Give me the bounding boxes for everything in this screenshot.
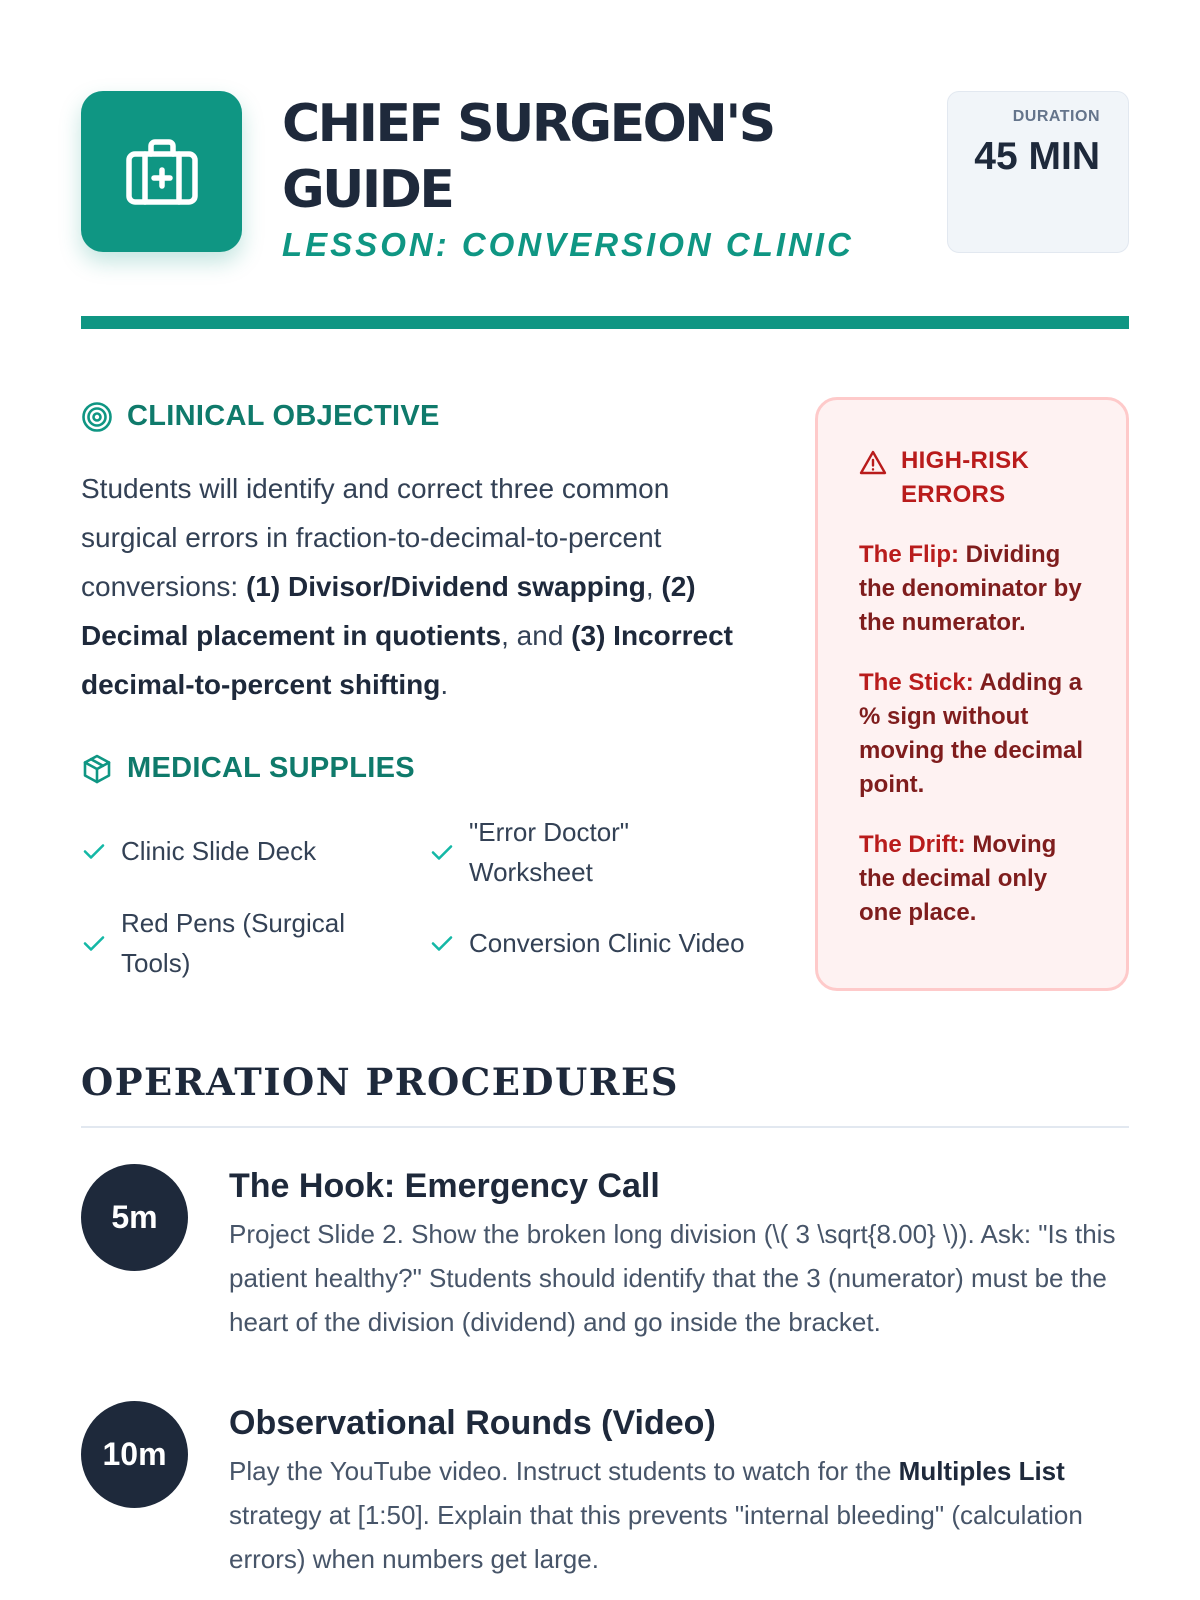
objective-item-3: (3) Incorrect decimal-to-percent shifting <box>81 620 733 700</box>
title-block <box>282 91 882 265</box>
risk-item <box>859 828 1086 930</box>
supply-item <box>429 812 649 892</box>
step-title: The Hook: Emergency Call <box>229 1167 660 1205</box>
step-time-badge: 10m <box>81 1401 188 1508</box>
warning-triangle-icon <box>859 449 887 477</box>
objective-separator-1: , <box>645 571 662 602</box>
header-divider <box>81 316 1129 329</box>
risk-item <box>859 666 1086 802</box>
risk-description: Moving the decimal only one place. <box>859 831 1057 926</box>
supply-item <box>81 831 401 871</box>
step-description <box>229 1449 1129 1581</box>
high-risk-errors-card <box>815 397 1129 991</box>
high-risk-errors-label: HIGH-RISK ERRORS <box>901 447 1030 508</box>
step-title: Observational Rounds (Video) <box>229 1404 716 1442</box>
package-icon <box>81 753 113 785</box>
target-icon <box>81 401 113 433</box>
supply-item <box>81 903 381 983</box>
duration-card <box>947 91 1129 253</box>
objective-separator-2: , and <box>501 620 572 651</box>
risk-term: The Drift: <box>859 831 966 858</box>
check-icon <box>81 838 107 864</box>
step-desc-highlight: Multiples List <box>898 1456 1065 1486</box>
step-desc-after: strategy at [1:50]. Explain that this prevents "internal bleeding" (calculation errors) when numbers get large. <box>229 1500 1083 1574</box>
supply-item <box>429 923 769 963</box>
check-icon <box>429 839 455 865</box>
risk-description: Dividing the denominator by the numerator. <box>859 541 1082 636</box>
check-icon <box>429 930 455 956</box>
objective-paragraph <box>81 464 771 709</box>
supply-label: "Error Doctor" Worksheet <box>469 817 630 887</box>
duration-value: 45 MIN <box>974 135 1100 178</box>
procedure-step <box>81 1164 1129 1344</box>
logo-badge <box>81 91 242 252</box>
objective-intro: Students will identify and correct three common surgical errors in fraction-to-decimal-to-percent conversions: <box>81 473 670 602</box>
risk-description: Adding a % sign without moving the decimal point. <box>859 669 1084 798</box>
high-risk-errors-heading <box>859 444 1086 512</box>
supply-label: Conversion Clinic Video <box>469 928 745 958</box>
page-title: CHIEF SURGEON'S GUIDE <box>282 94 774 220</box>
objective-item-1: (1) Divisor/Dividend swapping <box>245 571 646 602</box>
step-description: Project Slide 2. Show the broken long division (\( 3 \sqrt{8.00} \)). Ask: "Is this patient healthy?" Students should identify that the 3 (numerator) must be the heart of the division (dividend) and go inside the bracket. <box>229 1219 1116 1337</box>
check-icon <box>81 930 107 956</box>
objective-end: . <box>440 669 449 700</box>
medical-supplies-label: MEDICAL SUPPLIES <box>127 752 415 784</box>
objective-item-2: (2) Decimal placement in quotients <box>81 571 696 651</box>
risk-item <box>859 538 1086 640</box>
operation-procedures-title: OPERATION PROCEDURES <box>81 1060 679 1104</box>
risk-term: The Stick: <box>859 669 974 696</box>
supply-label: Red Pens (Surgical Tools) <box>121 908 345 978</box>
lesson-subtitle: LESSON: CONVERSION CLINIC <box>282 226 854 263</box>
supply-label: Clinic Slide Deck <box>121 836 317 866</box>
medical-kit-icon <box>125 139 199 205</box>
clinical-objective-label: CLINICAL OBJECTIVE <box>127 400 440 432</box>
lesson-header <box>81 91 1129 263</box>
step-desc-before: Play the YouTube video. Instruct students to watch for the <box>229 1456 899 1486</box>
duration-label: DURATION <box>1012 108 1100 125</box>
medical-supplies-heading <box>81 752 415 785</box>
procedures-divider <box>81 1126 1129 1128</box>
step-body <box>229 1164 1129 1344</box>
step-body <box>229 1401 1129 1581</box>
step-time-badge: 5m <box>81 1164 188 1271</box>
procedure-step <box>81 1401 1129 1581</box>
risk-term: The Flip: <box>859 541 959 568</box>
clinical-objective-heading <box>81 400 440 433</box>
